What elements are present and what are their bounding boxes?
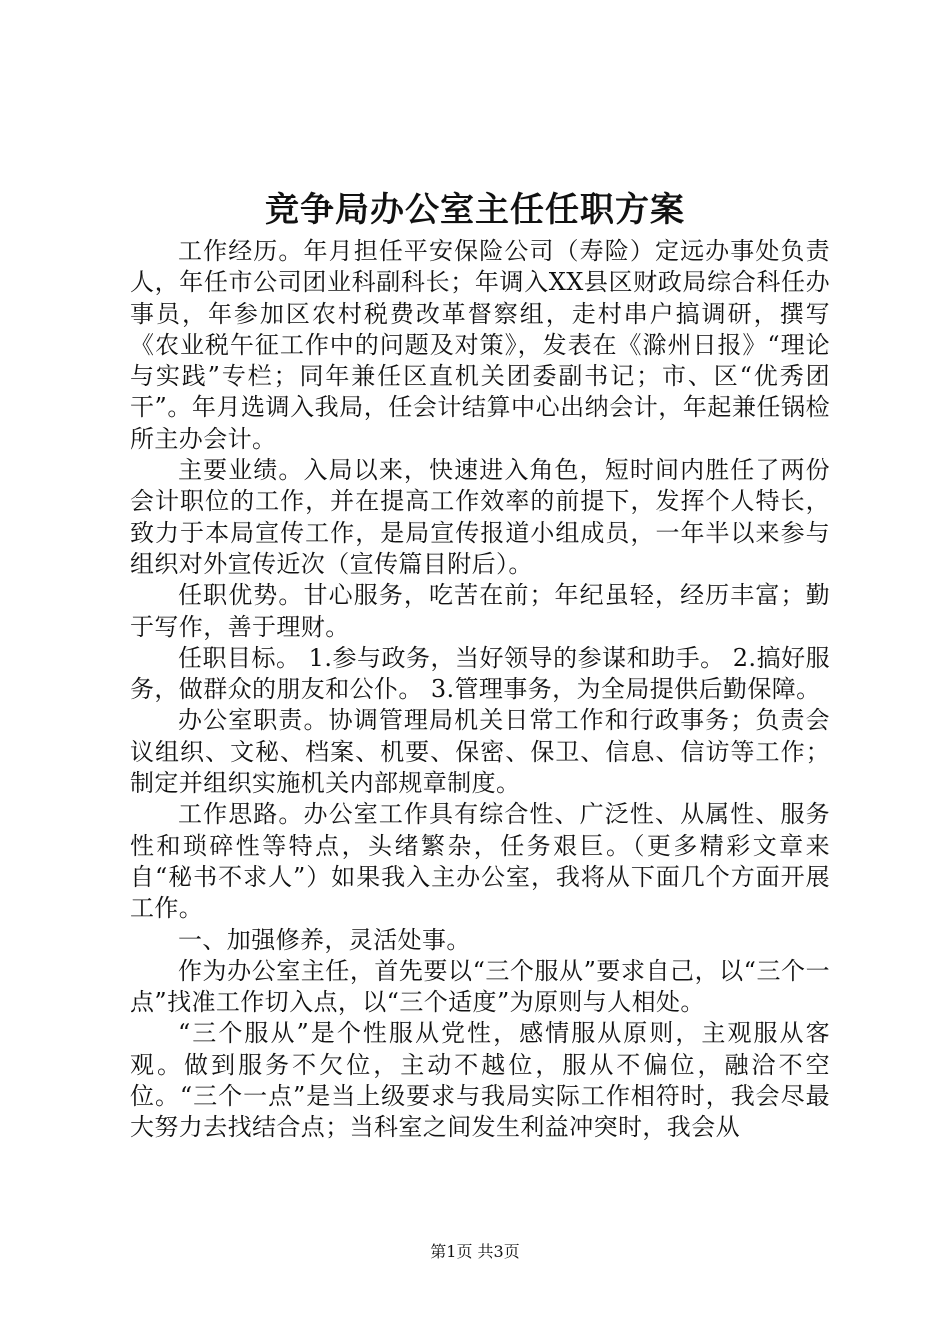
- page-title: 竞争局办公室主任任职方案: [265, 190, 685, 230]
- paragraph-principles: 作为办公室主任，首先要以“三个服从”要求自己，以“三个一点”找准工作切入点，以“三个适度”为原则与人相处。: [130, 956, 830, 1017]
- paragraph-goals: 任职目标。 1.参与政务，当好领导的参谋和助手。 2.搞好服务，做群众的朋友和公仆。 3.管理事务，为全局提供后勤保障。: [130, 643, 830, 704]
- section-heading-one: 一、加强修养，灵活处事。: [178, 925, 471, 954]
- paragraph-main-achievements: 主要业绩。入局以来，快速进入角色，短时间内胜任了两份会计职位的工作，并在提高工作效率的前提下，发挥个人特长，致力于本局宣传工作，是局宣传报道小组成员，一年半以来参与组织对外宣传近次（宣传篇目附后）。: [130, 456, 830, 578]
- paragraph-office-duties: 办公室职责。协调管理局机关日常工作和行政事务；负责会议组织、文秘、档案、机要、保密、保卫、信息、信访等工作；制定并组织实施机关内部规章制度。: [130, 706, 830, 798]
- paragraph-work-experience: 工作经历。年月担任平安保险公司（寿险）定远办事处负责人，年任市公司团业科副科长；年调入XX县区财政局综合科任办事员，年参加区农村税费改革督察组，走村串户搞调研，撰写《农业税午征工作中的问题及对策》，发表在《滁州日报》“理论与实践”专栏；同年兼任区直机关团委副书记；市、区“优秀团干”。年月选调入我局，任会计结算中心出纳会计，年起兼任锅检所主办会计。: [130, 237, 830, 453]
- paragraph-work-approach: 工作思路。办公室工作具有综合性、广泛性、从属性、服务性和琐碎性等特点，头绪繁杂，任务艰巨。（更多精彩文章来自“秘书不求人”）如果我入主办公室，我将从下面几个方面开展工作。: [130, 800, 830, 923]
- paragraph-strengths: 任职优势。甘心服务，吃苦在前；年纪虽轻，经历丰富；勤于写作，善于理财。: [130, 581, 830, 641]
- paragraph-three-obeys: “三个服从”是个性服从党性，感情服从原则，主观服从客观。做到服务不欠位，主动不越位，服从不偏位，融洽不空位。“三个一点”是当上级要求与我局实际工作相符时，我会尽最大努力去找结合点；当科室之间发生利益冲突时，我会从: [130, 1019, 830, 1142]
- document-body: [130, 236, 830, 1144]
- page-number: 第1页 共3页: [430, 1242, 520, 1261]
